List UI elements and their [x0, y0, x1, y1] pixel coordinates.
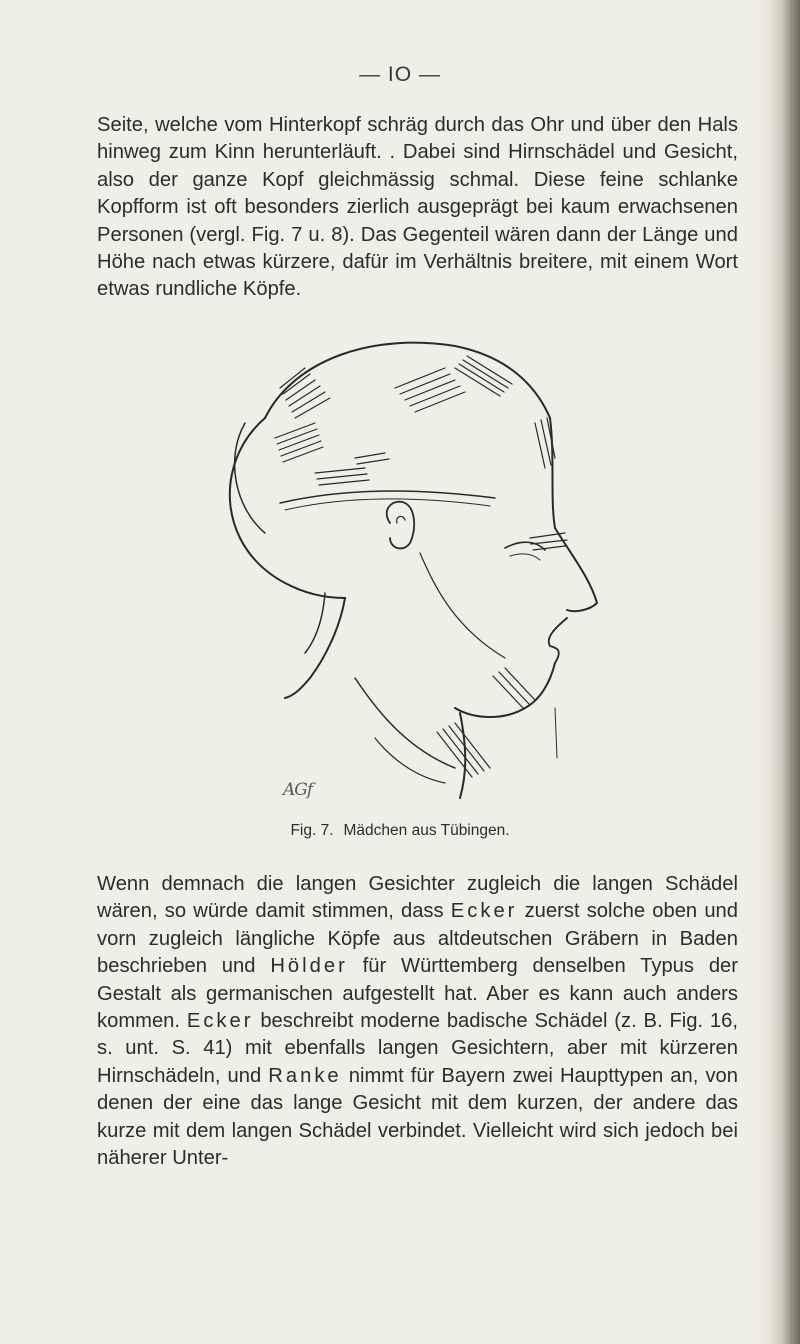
- author-name-ranke: Ranke: [268, 1064, 342, 1087]
- ear: [387, 502, 414, 549]
- hair-hatching-left: [275, 368, 389, 485]
- shoulder-line: [355, 678, 455, 768]
- collar-line: [555, 708, 557, 758]
- hair-inner-curve: [235, 423, 265, 533]
- cheek-line: [420, 553, 505, 658]
- figure-label: Fig. 7.: [290, 822, 334, 839]
- figure-caption: [0, 822, 800, 840]
- neck-back: [285, 598, 345, 698]
- head-sketch-svg: [205, 328, 625, 800]
- chin-hatching: [437, 668, 535, 777]
- author-name-ecker-2: Ecker: [186, 1010, 254, 1033]
- paragraph-2: [97, 871, 738, 1172]
- hair-hatching-top: [395, 356, 512, 412]
- page-edge-line: [790, 0, 792, 1344]
- paragraph-2-part-c: für Württemberg denselben Typus der Gestalt als germanischen aufgestellt hat. Aber es kann auch anders kommen.: [97, 955, 738, 1033]
- figure-caption-text: Mädchen aus Tübingen.: [343, 822, 510, 839]
- neck-front: [460, 713, 465, 798]
- shoulder-line-2: [375, 738, 445, 783]
- lips: [549, 618, 567, 663]
- paragraph-2-part-a: Wenn demnach die langen Gesichter zugleich die langen Schädel wären, so würde damit stimmen, dass: [97, 873, 738, 923]
- back-hair-outline: [230, 418, 345, 598]
- paragraph-2-part-d: beschreibt moderne badische Schädel (z. B. Fig. 16, s. unt. S. 41) mit ebenfalls langen Gesichtern, aber mit kürzeren Hirnschädeln, und: [97, 1010, 738, 1087]
- figure-head-drawing: [205, 328, 625, 800]
- artist-signature: AGf: [283, 780, 313, 800]
- author-name-hoelder: Hölder: [270, 955, 348, 978]
- paragraph-2-part-b: zuerst solche oben und vorn zugleich längliche Köpfe aus altdeutschen Gräbern in Baden beschrieben und: [97, 900, 738, 978]
- page-number: — IO —: [359, 63, 441, 86]
- chin: [455, 663, 555, 717]
- paragraph-1: Seite, welche vom Hinterkopf schräg durch das Ohr und über den Hals hinweg zum Kinn herunterläuft. . Dabei sind Hirnschädel und Gesicht, also der ganze Kopf gleichmässig schmal. Diese feine schlanke Kopfform ist oft besonders zierlich ausgeprägt bei kaum erwachsenen Personen (vergl. Fig. 7 u. 8). Das Gegenteil wären dann der Länge und Höhe nach etwas kürzere, dafür im Verhältnis breitere, mit einem Wort etwas rundliche Köpfe.: [97, 114, 738, 301]
- author-name-ecker: Ecker: [450, 900, 518, 923]
- page-edge-shadow: [758, 0, 800, 1344]
- paragraph-2-part-e: nimmt für Bayern zwei Haupttypen an, von denen der eine das lange Gesicht mit dem kurzen, der andere das kurze mit dem langen Schädel verbindet. Vielleicht wird sich jedoch bei näherer Unter-: [97, 1064, 738, 1170]
- hair-band: [280, 491, 495, 503]
- neck-back-inner: [305, 593, 325, 653]
- brow-hatching: [530, 418, 567, 550]
- skull-outline: [265, 343, 550, 418]
